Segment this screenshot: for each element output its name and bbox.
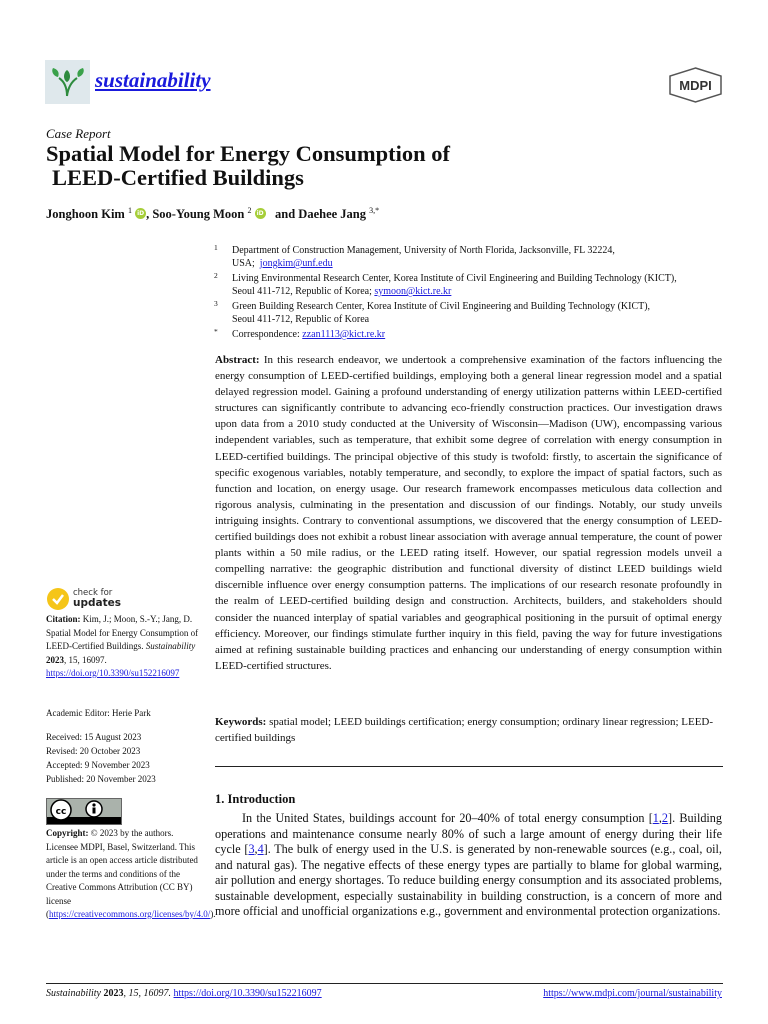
keywords-text: spatial model; LEED buildings certification; energy consumption; ordinary linear regression; LEED-certified buildings — [215, 716, 714, 744]
svg-text:cc: cc — [55, 807, 67, 817]
citation-doi-link[interactable]: https://doi.org/10.3390/su152216097 — [46, 668, 180, 678]
affiliation-item: 3 Green Building Research Center, Korea Institute of Civil Engineering and Building Technology (KICT), Seoul 411-712, Republic of Korea — [214, 299, 651, 325]
journal-url-link[interactable]: https://www.mdpi.com/journal/sustainability — [543, 988, 722, 999]
citation-block: Citation: Kim, J.; Moon, S.-Y.; Jang, D. Spatial Model for Energy Consumption of LEED-Certified Buildings. Sustainability 2023, 15, 16097. https://doi.org/10.3390/su152216097 — [46, 614, 199, 678]
affiliations — [214, 244, 734, 343]
license-link[interactable]: https://creativecommons.org/licenses/by/4.0/ — [49, 909, 211, 919]
author-list: Jonghoon Kim $^1$ iD , Soo-Young Moon $^2$ iD and Daehee Jang $^{3,*}$ — [46, 206, 380, 222]
author-name[interactable]: Jonghoon Kim — [46, 207, 125, 222]
check-for-updates-button[interactable]: check for updates — [73, 588, 121, 609]
footer-journal-link — [543, 988, 722, 999]
keywords-label: Keywords: — [215, 716, 267, 728]
journal-logo — [45, 60, 90, 104]
divider — [215, 766, 723, 767]
svg-text:MDPI: MDPI — [679, 78, 712, 93]
footer-doi-link[interactable]: https://doi.org/10.3390/su152216097 — [173, 988, 322, 999]
orcid-icon[interactable]: iD — [256, 210, 264, 218]
orcid-icon[interactable]: iD — [137, 210, 145, 218]
affiliation-item: 1 Department of Construction Management, University of North Florida, Jacksonville, FL 32224, USA; jongkim@unf.edu — [214, 243, 615, 269]
article-type: Case Report — [46, 126, 111, 141]
title-line-1: Spatial Model for Energy Consumption of — [46, 141, 450, 166]
author-sup: 2 — [247, 206, 252, 215]
cc-by-license-icon[interactable] — [46, 798, 122, 825]
intro-paragraph: In the United States, buildings account for 20–40% of total energy consumption [1,2]. Building operations and maintenance consume nearly 80% of such a large amount of energy during their life cycle [3,4]. The bulk of energy used in the U.S. is generated by non-renewable sources (e.g., coal, oil, and natural gas). The negative effects of these energy types are partially to blame for global warming, air pollution and energy shortages. To reduce building energy consumption and its associated problems, sustainable development, especially sustainability in building construction, is a concern of more and more official and unofficial organizations e.g., government and environmental protection organizations. — [215, 811, 722, 918]
check-for-updates-icon[interactable] — [46, 587, 70, 615]
keywords — [215, 714, 722, 746]
author-sup: 3,* — [369, 206, 380, 215]
email-link[interactable]: symoon@kict.re.kr — [374, 286, 452, 297]
reference-link[interactable]: 2 — [661, 811, 669, 825]
correspondence: * Correspondence: zzan1113@kict.re.kr — [214, 327, 386, 340]
author-name[interactable]: Daehee Jang — [298, 207, 366, 222]
abstract — [215, 352, 722, 674]
email-link[interactable]: jongkim@unf.edu — [259, 258, 333, 269]
abstract-label: Abstract: — [215, 354, 260, 366]
reference-link[interactable]: 3 — [248, 842, 255, 856]
title-line-2: LEED-Certified Buildings — [52, 165, 304, 190]
page-title — [46, 142, 566, 190]
affiliation-item: 2 Living Environmental Research Center, Korea Institute of Civil Engineering and Building Technology (KICT), Seoul 411-712, Republic of Korea; symoon@kict.re.kr — [214, 271, 677, 297]
publication-dates: Received: 15 August 2023 Revised: 20 October 2023 Accepted: 9 November 2023 Published: 20 November 2023 — [46, 732, 156, 784]
reference-link[interactable]: 4 — [257, 842, 264, 856]
journal-name-link[interactable]: sustainability — [95, 68, 211, 92]
copyright-block: Copyright: © 2023 by the authors. Licensee MDPI, Basel, Switzerland. This article is an open access article distributed under the terms and conditions of the Creative Commons Attribution (CC BY) license (https://creativecommons.org/licenses/by/4.0/). — [46, 828, 216, 919]
reference-link[interactable]: 1 — [652, 811, 659, 825]
mdpi-logo — [668, 67, 723, 107]
email-link[interactable]: zzan1113@kict.re.kr — [302, 329, 386, 340]
author-name[interactable]: Soo-Young Moon — [152, 207, 245, 222]
section-heading: 1. Introduction — [215, 792, 296, 806]
leaf-icon — [45, 60, 90, 104]
footer-citation: Sustainability 2023, 15, 16097. https://doi.org/10.3390/su152216097 — [46, 988, 322, 999]
academic-editor: Academic Editor: Herie Park — [46, 708, 151, 718]
footer-divider — [46, 983, 723, 984]
abstract-text: In this research endeavor, we undertook a comprehensive examination of the factors influencing the energy consumption of LEED-certified buildings, employing both a general linear regression model and a spatial delayed regression model. Gaining a profound understanding of energy utilization patterns within LEED-certified structures can significantly contribute to advancing eco-friendly construction practices. Our investigation draws upon data from a 2010 study conducted at the University of Wisconsin—Madison (UW), encompassing various independent variables, such as temperature, that exhibit some degree of correlation with energy consumption in LEED-certified buildings. The principal objective of this study is twofold: firstly, to ascertain the significance of specific exogenous variables, notably temperature, and secondly, to explore the impact of spatial factors, such as function and location, on energy usage. Our research framework encompasses meticulous data collection and rigorous analysis, culminating in the presentation and discussion of our findings. Notably, our study unveils intriguing insights. Contrary to conventional assumptions, we discovered that the energy consumption of LEED-certified buildings does not exhibit a robust linear association with average annual temperature, the count of power plants within a 50 mile radius, or the LEED rating itself. However, our spatial regression models unveil a compelling narrative: the geographic distribution and functional diversity of distinct LEED buildings wield discernible influence over energy consumption patterns. The implications of our research resonate profoundly in the realm of LEED-certified building design and construction. Architects, builders, and stakeholders should consider the nuanced interplay of spatial variables and geographical positioning in the pursuit of optimal energy efficiency. Moreover, our findings stimulate further inquiry in this field, paving the way for future investigations aimed at refining sustainable building practices and enhancing our understanding of energy consumption within LEED-certified structures. — [215, 354, 722, 672]
author-sup: 1 — [127, 206, 132, 215]
